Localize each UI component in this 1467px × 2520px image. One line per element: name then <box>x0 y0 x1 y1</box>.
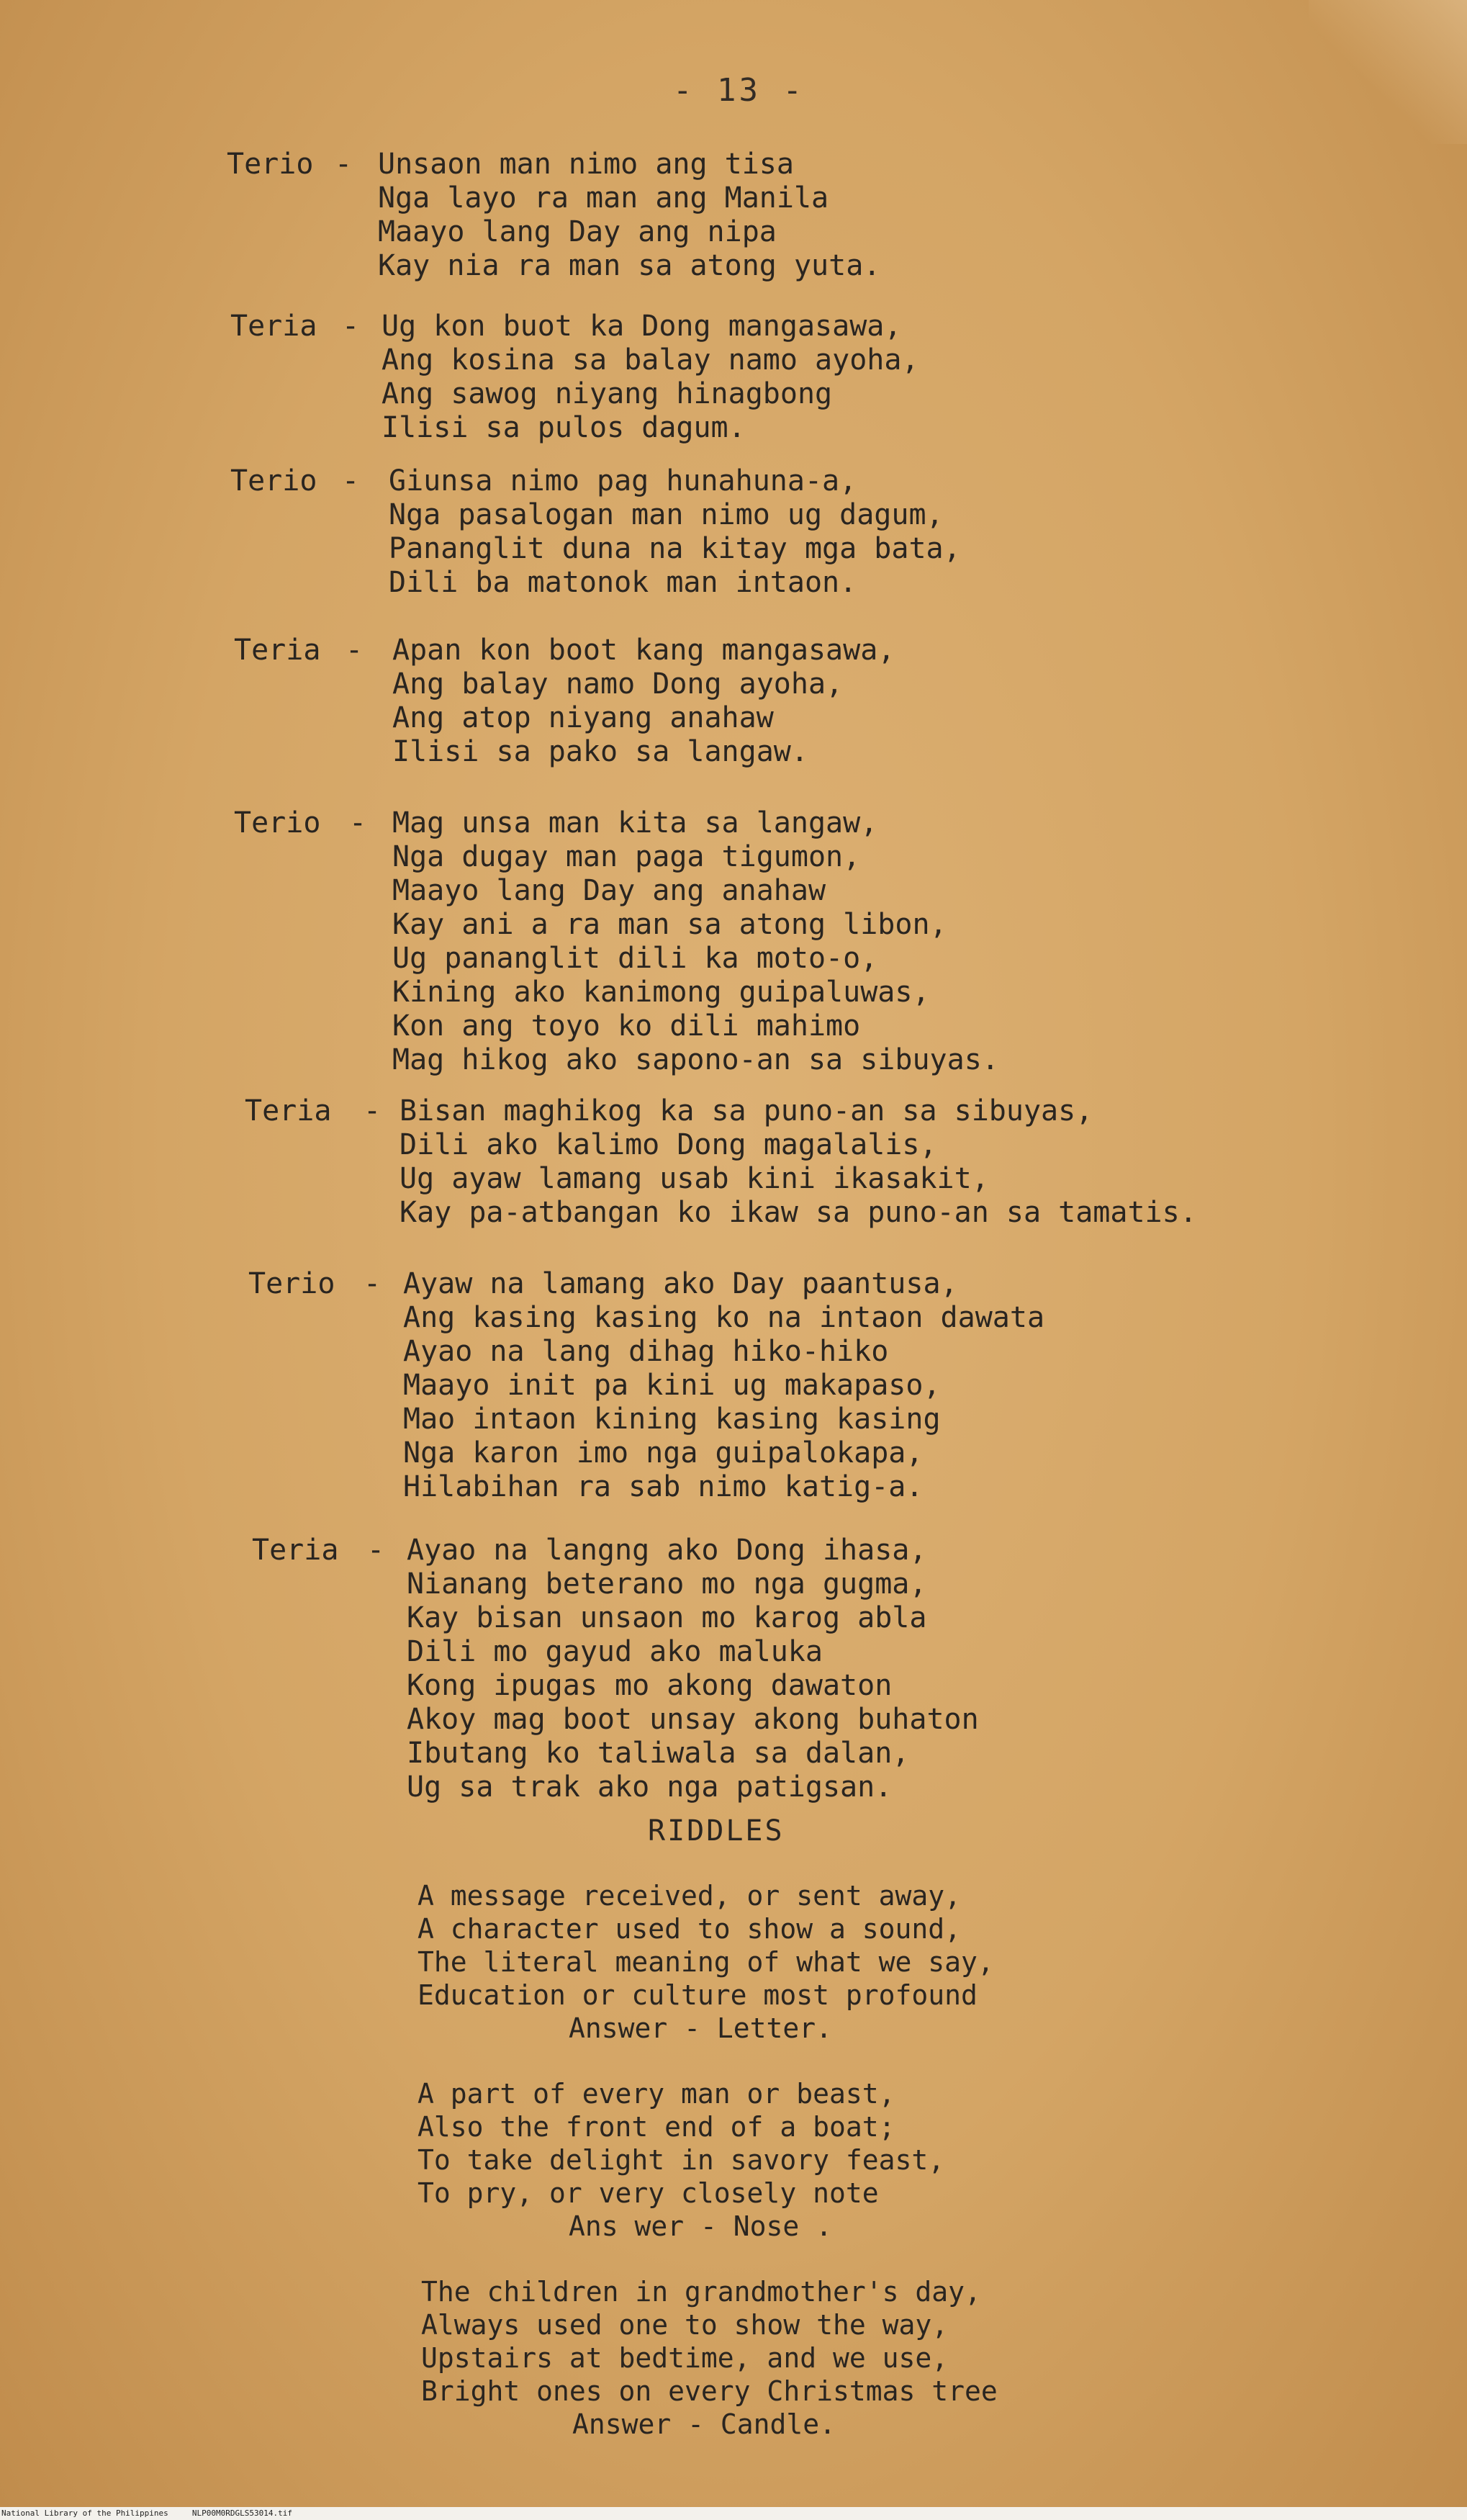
verse-line: Kong ipugas mo akong dawaton <box>407 1669 893 1702</box>
verse-lines <box>403 1267 1044 1504</box>
dash: - <box>367 1534 385 1567</box>
riddles-heading: RIDDLES <box>648 1814 785 1848</box>
riddle-line: Always used one to show the way, <box>421 2309 949 2341</box>
verse-line: Giunsa nimo pag hunahuna-a, <box>389 464 857 498</box>
verse-lines <box>407 1534 979 1804</box>
dash: - <box>335 148 353 181</box>
riddle-answer: Ans wer - Nose . <box>569 2210 833 2242</box>
riddle-line: A character used to show a sound, <box>417 1913 961 1945</box>
dash: - <box>342 464 360 498</box>
dash: - <box>342 310 360 343</box>
speaker-label: Teria <box>245 1094 332 1128</box>
riddle-answer: Answer - Letter. <box>569 2012 833 2044</box>
riddle-1 <box>417 1879 994 2045</box>
verse-line: Ilisi sa pulos dagum. <box>382 411 746 444</box>
speaker-label: Teria <box>252 1534 339 1567</box>
verse-line: Apan kon boot kang mangasawa, <box>392 634 895 667</box>
verse-line: Ayao na langng ako Dong ihasa, <box>407 1534 927 1567</box>
verse-line: Kon ang toyo ko dili mahimo <box>392 1009 861 1043</box>
verse-line: Akoy mag boot unsay akong buhaton <box>407 1703 979 1736</box>
verse-line: Kay pa-atbangan ko ikaw sa puno-an sa tamatis. <box>400 1196 1197 1229</box>
speaker-label: Teria <box>234 634 321 667</box>
dash: - <box>346 634 364 667</box>
verse-lines <box>378 148 880 283</box>
verse-line: Pananglit duna na kitay mga bata, <box>389 532 961 565</box>
verse-lines <box>392 634 895 769</box>
verse-line: Ug pananglit dili ka moto-o, <box>392 942 878 975</box>
dash: - <box>364 1267 382 1300</box>
verse-line: Ibutang ko taliwala sa dalan, <box>407 1737 910 1770</box>
verse-line: Bisan maghikog ka sa puno-an sa sibuyas, <box>400 1094 1093 1128</box>
riddle-line: The children in grandmother's day, <box>421 2276 981 2308</box>
verse-line: Dili ako kalimo Dong magalalis, <box>400 1128 937 1161</box>
verse-line: Ang kasing kasing ko na intaon dawata <box>403 1301 1045 1334</box>
verse-line: Ilisi sa pako sa langaw. <box>392 735 808 768</box>
verse-line: Mao intaon kining kasing kasing <box>403 1403 941 1436</box>
verse-line: Ayaw na lamang ako Day paantusa, <box>403 1267 958 1300</box>
verse-line: Ang atop niyang anahaw <box>392 701 774 734</box>
verse-line: Ang sawog niyang hinagbong <box>382 377 833 410</box>
verse-lines <box>382 310 919 445</box>
verse-line: Mag hikog ako sapono-an sa sibuyas. <box>392 1043 999 1076</box>
riddle-line: Upstairs at bedtime, and we use, <box>421 2342 949 2374</box>
verse-line: Maayo lang Day ang anahaw <box>392 874 826 907</box>
riddle-line: Bright ones on every Christmas tree <box>421 2375 998 2407</box>
speaker-label: Teria <box>230 310 317 343</box>
dash: - <box>364 1094 382 1128</box>
riddle-line: A message received, or sent away, <box>417 1880 961 1912</box>
verse-line: Maayo init pa kini ug makapaso, <box>403 1369 941 1402</box>
verse-line: Nianang beterano mo nga gugma, <box>407 1567 927 1601</box>
verse-line: Nga karon imo nga guipalokapa, <box>403 1436 924 1470</box>
verse-line: Hilabihan ra sab nimo katig-a. <box>403 1470 924 1503</box>
verse-line: Ang balay namo Dong ayoha, <box>392 667 844 701</box>
riddle-3 <box>421 2275 998 2441</box>
verse-lines <box>392 806 999 1077</box>
verse-line: Ug kon buot ka Dong mangasawa, <box>382 310 902 343</box>
verse-line: Kay ani a ra man sa atong libon, <box>392 908 947 941</box>
verse-line: Nga pasalogan man nimo ug dagum, <box>389 498 944 531</box>
dash: - <box>349 806 367 840</box>
verse-line: Dili mo gayud ako maluka <box>407 1635 823 1668</box>
speaker-label: Terio <box>227 148 314 181</box>
verse-line: Dili ba matonok man intaon. <box>389 566 857 599</box>
riddle-line: A part of every man or beast, <box>417 2078 895 2110</box>
verse-line: Kay bisan unsaon mo karog abla <box>407 1601 927 1634</box>
speaker-label: Terio <box>234 806 321 840</box>
speaker-label: Terio <box>230 464 317 498</box>
riddle-line: To take delight in savory feast, <box>417 2144 945 2176</box>
verse-line: Kining ako kanimong guipaluwas, <box>392 976 930 1009</box>
verse-line: Ayao na lang dihag hiko-hiko <box>403 1335 889 1368</box>
verse-line: Unsaon man nimo ang tisa <box>378 148 794 181</box>
verse-line: Ug ayaw lamang usab kini ikasakit, <box>400 1162 989 1195</box>
riddle-answer: Answer - Candle. <box>572 2408 836 2440</box>
verse-line: Maayo lang Day ang nipa <box>378 215 777 248</box>
riddle-2 <box>417 2077 944 2243</box>
verse-line: Kay nia ra man sa atong yuta. <box>378 249 881 282</box>
archive-footer: National Library of the Philippines NLP00M0RDGLS53014.tif <box>0 2507 1467 2520</box>
riddle-line: The literal meaning of what we say, <box>417 1946 994 1978</box>
verse-lines <box>389 464 961 600</box>
verse-line: Mag unsa man kita sa langaw, <box>392 806 878 840</box>
speaker-label: Terio <box>248 1267 335 1300</box>
riddle-line: Education or culture most profound <box>417 1979 978 2011</box>
verse-line: Ug sa trak ako nga patigsan. <box>407 1770 893 1804</box>
page-number: - 13 - <box>673 72 805 109</box>
riddle-line: Also the front end of a boat; <box>417 2111 895 2143</box>
riddle-line: To pry, or very closely note <box>417 2177 879 2209</box>
verse-lines <box>400 1094 1197 1230</box>
verse-line: Ang kosina sa balay namo ayoha, <box>382 343 919 377</box>
verse-line: Nga layo ra man ang Manila <box>378 181 829 215</box>
verse-line: Nga dugay man paga tigumon, <box>392 840 861 873</box>
